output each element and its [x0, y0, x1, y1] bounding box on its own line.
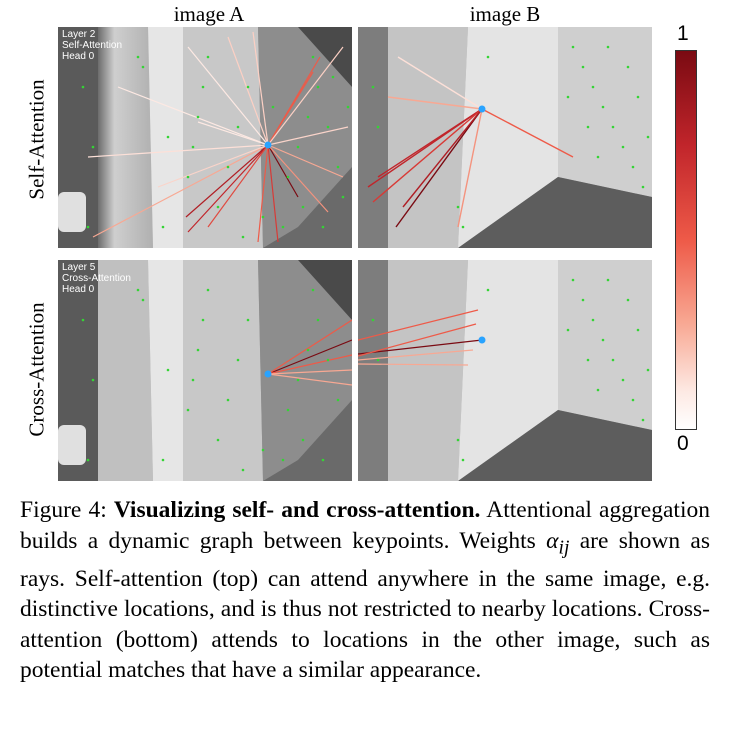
panel-cross-attention-image-b	[358, 260, 652, 481]
column-title-image-a	[64, 2, 354, 27]
overlay-layer: Layer 2	[62, 29, 96, 40]
query-keypoint	[265, 142, 272, 149]
row-label-self-attention: Self-Attention	[24, 79, 49, 200]
colorbar	[675, 50, 697, 430]
query-keypoint	[479, 106, 486, 113]
overlay-head: Head 0	[62, 284, 95, 295]
math-subscript: ij	[558, 537, 570, 559]
overlay-type: Cross-Attention	[62, 273, 131, 284]
overlay-layer: Layer 5	[62, 262, 96, 273]
caption-bold: Visualizing self- and cross-attention.	[113, 497, 481, 523]
figure-caption	[20, 495, 710, 686]
column-title-text: image B	[469, 2, 541, 26]
panel-self-attention-image-a	[58, 27, 352, 248]
overlay-self-attention	[62, 29, 122, 62]
panel-self-attention-image-b	[358, 27, 652, 248]
image-cross-b	[358, 260, 652, 481]
caption-text-2: are shown as rays. Self-attention (top) can attend anywhere in the same image, e.g. distinctive locations, and is thus not restricted to nearby locations. Cross-attention (bottom) attends to locations in the other image, such as potential matches that have a similar appearance.	[20, 527, 710, 684]
caption-math	[546, 527, 570, 559]
colorbar-max-label: 1	[677, 22, 689, 45]
colorbar-min-label: 0	[677, 432, 689, 455]
image-self-b	[358, 27, 652, 248]
caption-text-1: Attentional aggregation builds a dynamic graph between keypoints. Weights	[20, 497, 710, 554]
query-keypoint	[265, 371, 272, 378]
column-title-image-b	[360, 2, 650, 27]
match-keypoint	[479, 337, 486, 344]
panel-cross-attention-image-a	[58, 260, 352, 481]
overlay-cross-attention	[62, 262, 131, 295]
column-title-text: image A	[173, 2, 245, 26]
overlay-head: Head 0	[62, 51, 95, 62]
overlay-type: Self-Attention	[62, 40, 123, 51]
row-label-cross-attention: Cross-Attention	[24, 302, 49, 437]
caption-label: Figure 4:	[20, 497, 107, 523]
math-symbol: α	[546, 527, 559, 554]
